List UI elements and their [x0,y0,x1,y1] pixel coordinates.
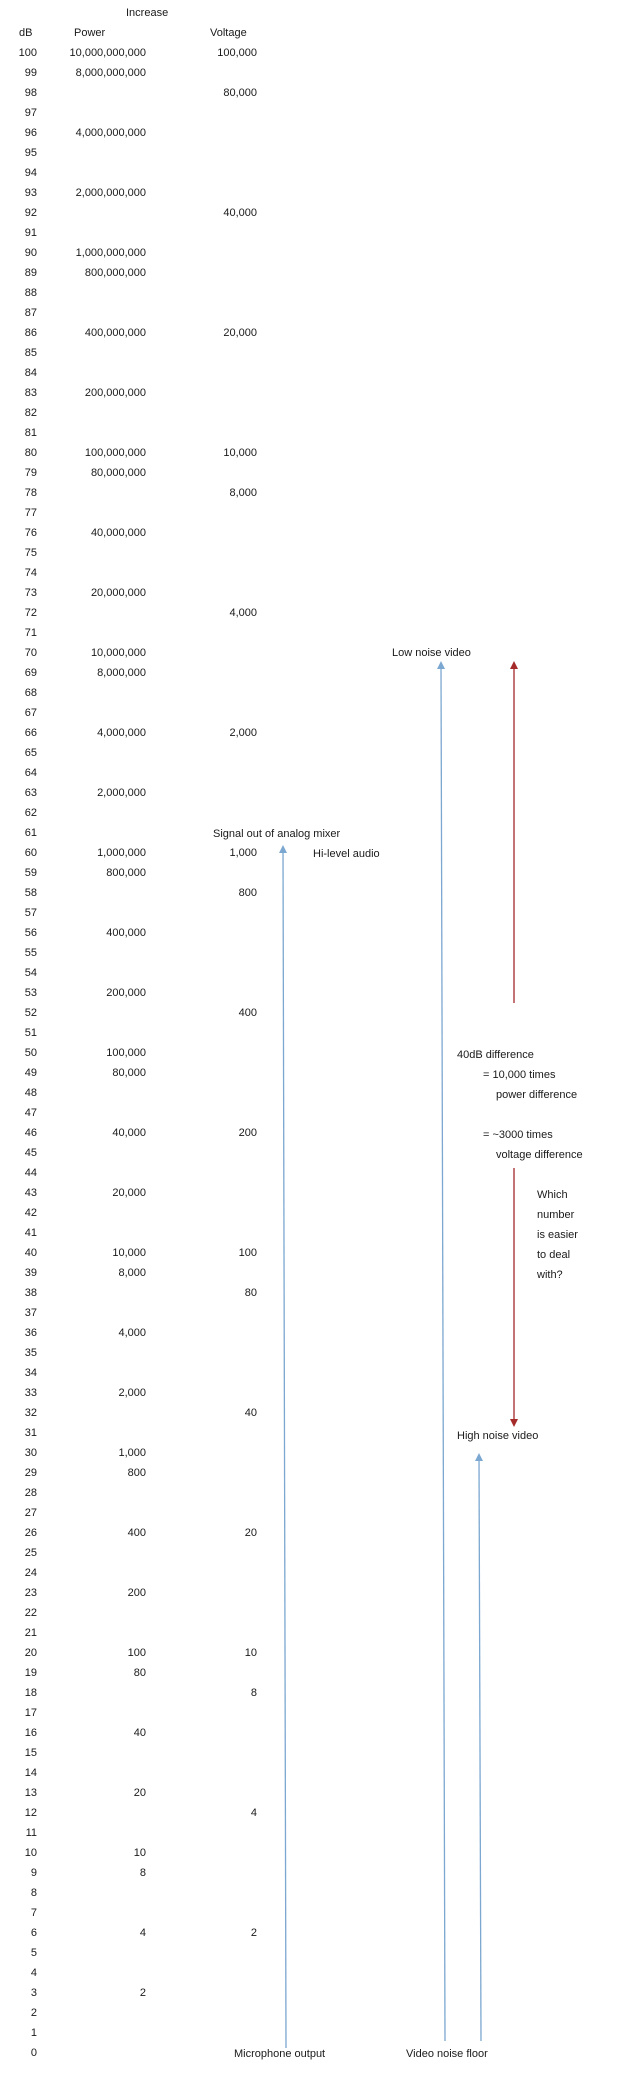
db-cell: 14 [24,1767,37,1779]
power-cell: 8,000,000,000 [75,67,146,79]
db-cell: 10 [24,1847,37,1859]
table-row [0,1003,634,1023]
table-row [0,1863,634,1883]
db-cell: 59 [24,867,37,879]
db-cell: 22 [24,1607,37,1619]
power-cell: 200 [127,1587,146,1599]
table-row [0,323,634,343]
table-row [0,1043,634,1063]
table-row [0,603,634,623]
power-cell: 200,000,000 [84,387,146,399]
power-cell: 800,000,000 [84,267,146,279]
db-cell: 52 [24,1007,37,1019]
power-cell: 20,000 [112,1187,146,1199]
db-cell: 90 [24,247,37,259]
table-row [0,1423,634,1443]
db-cell: 8 [30,1887,37,1899]
header-power: Power [74,27,106,39]
db-cell: 37 [24,1307,37,1319]
db-cell: 16 [24,1727,37,1739]
table-row [0,683,634,703]
db-cell: 81 [24,427,37,439]
voltage-cell: 2,000 [229,727,257,739]
db-cell: 89 [24,267,37,279]
db-cell: 74 [24,567,37,579]
voltage-cell: 1,000 [229,847,257,859]
db-cell: 46 [24,1127,37,1139]
hi-level-label: Hi-level audio [313,848,380,860]
power-cell: 1,000,000 [97,847,146,859]
signal-out-label: Signal out of analog mixer [213,828,341,840]
table-row [0,1443,634,1463]
power-cell: 4,000 [118,1327,146,1339]
db-cell: 20 [24,1647,37,1659]
table-row [0,1023,634,1043]
db-cell: 33 [24,1387,37,1399]
db-cell: 41 [24,1227,37,1239]
power-cell: 2 [139,1987,146,1999]
db-cell: 35 [24,1347,37,1359]
db-cell: 30 [24,1447,37,1459]
power-cell: 10,000,000 [90,647,146,659]
table-row [0,2023,634,2043]
db-cell: 55 [24,947,37,959]
table-row [0,203,634,223]
table-row [0,183,634,203]
power-cell: 2,000,000,000 [75,187,146,199]
db-cell: 87 [24,307,37,319]
power-cell: 8 [139,1867,146,1879]
table-row [0,1383,634,1403]
table-row [0,1523,634,1543]
db-cell: 69 [24,667,37,679]
table-row [0,503,634,523]
voltage-cell: 10,000 [223,447,257,459]
table-row [0,1343,634,1363]
table-row [0,663,634,683]
table-row [0,1683,634,1703]
table-row [0,303,634,323]
db-cell: 80 [24,447,37,459]
db-cell: 94 [24,167,37,179]
db-cell: 11 [25,1827,37,1839]
high-noise-label: High noise video [457,1430,539,1442]
table-row [0,543,634,563]
table-row [0,583,634,603]
power-cell: 40,000,000 [90,527,146,539]
table-row [0,283,634,303]
table-row [0,463,634,483]
table-row [0,723,634,743]
db-cell: 42 [24,1207,37,1219]
db-cell: 95 [24,147,37,159]
table-row [0,1723,634,1743]
db-cell: 12 [24,1807,37,1819]
power-cell: 8,000,000 [97,667,146,679]
diff-voltage-2: voltage difference [496,1149,583,1161]
table-row [0,883,634,903]
db-cell: 57 [24,907,37,919]
db-cell: 15 [24,1747,37,1759]
db-cell: 65 [24,747,37,759]
voltage-cell: 8,000 [229,487,257,499]
db-cell: 50 [24,1047,37,1059]
db-cell: 3 [30,1987,37,1999]
power-cell: 100,000,000 [84,447,146,459]
power-cell: 1,000,000,000 [75,247,146,259]
db-cell: 29 [24,1467,37,1479]
voltage-cell: 10 [244,1647,257,1659]
table-row [0,1563,634,1583]
voltage-cell: 2 [250,1927,257,1939]
db-cell: 66 [24,727,37,739]
question-3: is easier [537,1229,578,1241]
diff-power-1: = 10,000 times [483,1069,556,1081]
power-cell: 20 [133,1787,146,1799]
header-voltage: Voltage [210,27,247,39]
table-row [0,363,634,383]
db-cell: 39 [24,1267,37,1279]
voltage-cell: 4 [250,1807,257,1819]
power-cell: 800,000 [106,867,146,879]
db-cell: 18 [24,1687,37,1699]
table-row [0,1803,634,1823]
db-cell: 73 [24,587,37,599]
power-cell: 4 [139,1927,146,1939]
low-noise-label: Low noise video [392,647,471,659]
db-cell: 97 [24,107,37,119]
video-floor-label: Video noise floor [406,2048,488,2060]
db-cell: 58 [24,887,37,899]
db-cell: 7 [30,1907,37,1919]
voltage-cell: 100 [238,1247,257,1259]
db-cell: 84 [24,367,37,379]
table-row [0,923,634,943]
db-cell: 92 [24,207,37,219]
table-row [0,1643,634,1663]
db-cell: 78 [24,487,37,499]
question-1: Which [537,1189,568,1201]
power-cell: 400,000 [106,927,146,939]
table-row [0,1883,634,1903]
table-row [0,1783,634,1803]
table-row [0,983,634,1003]
db-cell: 67 [24,707,37,719]
db-cell: 24 [24,1567,37,1579]
power-cell: 2,000,000 [97,787,146,799]
question-4: to deal [537,1249,571,1261]
table-row [0,2003,634,2023]
db-cell: 44 [24,1167,37,1179]
power-cell: 400 [127,1527,146,1539]
power-cell: 4,000,000 [97,727,146,739]
voltage-cell: 200 [238,1127,257,1139]
db-cell: 71 [24,627,37,639]
table-row [0,1923,634,1943]
table-row [0,863,634,883]
power-cell: 1,000 [118,1447,146,1459]
question-2: number [537,1209,575,1221]
table-row [0,963,634,983]
db-cell: 99 [24,67,37,79]
db-cell: 91 [24,227,37,239]
power-cell: 100,000 [106,1047,146,1059]
table-row [0,763,634,783]
db-cell: 85 [24,347,37,359]
voltage-cell: 400 [238,1007,257,1019]
table-row [0,743,634,763]
db-cell: 53 [24,987,37,999]
table-row [0,1303,634,1323]
db-cell: 75 [24,547,37,559]
power-cell: 8,000 [118,1267,146,1279]
db-cell: 5 [30,1947,37,1959]
db-cell: 36 [24,1327,37,1339]
table-row [0,483,634,503]
table-row [0,523,634,543]
table-row [0,1903,634,1923]
db-cell: 21 [24,1627,37,1639]
power-cell: 10,000 [112,1247,146,1259]
table-row [0,623,634,643]
db-cell: 0 [30,2047,37,2059]
power-cell: 400,000,000 [84,327,146,339]
table-row [0,1283,634,1303]
table-row [0,903,634,923]
db-cell: 62 [24,807,37,819]
db-cell: 96 [24,127,37,139]
table-row [0,643,634,663]
voltage-cell: 800 [238,887,257,899]
table-row [0,383,634,403]
table-row [0,943,634,963]
db-cell: 34 [24,1367,37,1379]
power-cell: 80,000 [112,1067,146,1079]
db-cell: 43 [24,1187,37,1199]
power-cell: 10 [133,1847,146,1859]
db-cell: 60 [24,847,37,859]
power-cell: 800 [127,1467,146,1479]
table-row [0,83,634,103]
db-cell: 1 [30,2027,37,2039]
db-cell: 45 [24,1147,37,1159]
mic-output-label: Microphone output [234,2048,326,2060]
voltage-cell: 20,000 [223,327,257,339]
db-cell: 27 [24,1507,37,1519]
db-cell: 82 [24,407,37,419]
db-cell: 4 [30,1967,37,1979]
table-row [0,63,634,83]
voltage-cell: 80 [244,1287,257,1299]
voltage-cell: 4,000 [229,607,257,619]
db-cell: 51 [24,1027,37,1039]
table-row [0,443,634,463]
db-cell: 47 [24,1107,37,1119]
table-row [0,1963,634,1983]
voltage-cell: 20 [244,1527,257,1539]
table-row [0,1603,634,1623]
power-cell: 80,000,000 [90,467,146,479]
power-cell: 100 [127,1647,146,1659]
table-row [0,1623,634,1643]
db-cell: 93 [24,187,37,199]
db-cell: 70 [24,647,37,659]
db-cell: 40 [24,1247,37,1259]
db-cell: 2 [30,2007,37,2019]
power-cell: 200,000 [106,987,146,999]
table-row [0,1583,634,1603]
db-cell: 17 [24,1707,37,1719]
header-db: dB [19,27,33,39]
question-5: with? [537,1269,563,1281]
db-cell: 72 [24,607,37,619]
table-row [0,1703,634,1723]
db-cell: 86 [24,327,37,339]
db-cell: 64 [24,767,37,779]
power-cell: 2,000 [118,1387,146,1399]
table-row [0,803,634,823]
table-row [0,1483,634,1503]
table-row [0,783,634,803]
header-increase: Increase [126,7,169,19]
db-cell: 76 [24,527,37,539]
table-row [0,1363,634,1383]
db-cell: 49 [24,1067,37,1079]
table-row [0,1983,634,2003]
table-row [0,343,634,363]
db-cell: 98 [24,87,37,99]
db-cell: 54 [24,967,37,979]
table-row [0,263,634,283]
table-row [0,1663,634,1683]
table-row [0,403,634,423]
table-row [0,243,634,263]
table-row [0,703,634,723]
table-row [0,1463,634,1483]
table-row [0,1503,634,1523]
db-cell: 6 [30,1927,37,1939]
table-row [0,163,634,183]
table-row [0,1743,634,1763]
db-cell: 63 [24,787,37,799]
table-row [0,1823,634,1843]
db-cell: 83 [24,387,37,399]
table-row [0,563,634,583]
db-cell: 61 [24,827,37,839]
voltage-cell: 100,000 [217,47,257,59]
db-cell: 26 [24,1527,37,1539]
db-cell: 68 [24,687,37,699]
voltage-cell: 8 [250,1687,257,1699]
table-row [0,1403,634,1423]
table-row [0,103,634,123]
table-row [0,1103,634,1123]
table-row [0,423,634,443]
table-row [0,123,634,143]
db-cell: 25 [24,1547,37,1559]
db-cell: 100 [18,47,37,59]
db-cell: 31 [24,1427,37,1439]
db-cell: 9 [30,1867,37,1879]
power-cell: 20,000,000 [90,587,146,599]
table-row [0,1543,634,1563]
voltage-cell: 40,000 [223,207,257,219]
table-row [0,1323,634,1343]
table-row [0,1163,634,1183]
db-cell: 32 [24,1407,37,1419]
db-cell: 88 [24,287,37,299]
db-cell: 79 [24,467,37,479]
db-cell: 77 [24,507,37,519]
db-cell: 38 [24,1287,37,1299]
table-row [0,43,634,63]
db-cell: 13 [24,1787,37,1799]
db-cell: 19 [24,1667,37,1679]
table-row [0,223,634,243]
voltage-cell: 40 [244,1407,257,1419]
power-cell: 40 [133,1727,146,1739]
diff-title: 40dB difference [457,1049,534,1061]
table-row [0,1943,634,1963]
db-cell: 56 [24,927,37,939]
power-cell: 40,000 [112,1127,146,1139]
power-cell: 4,000,000,000 [75,127,146,139]
voltage-cell: 80,000 [223,87,257,99]
db-cell: 48 [24,1087,37,1099]
power-cell: 10,000,000,000 [69,47,146,59]
table-row [0,1843,634,1863]
db-cell: 23 [24,1587,37,1599]
power-cell: 80 [133,1667,146,1679]
db-cell: 28 [24,1487,37,1499]
table-row [0,143,634,163]
table-row [0,1763,634,1783]
diff-voltage-1: = ~3000 times [483,1129,553,1141]
diff-power-2: power difference [496,1089,578,1101]
